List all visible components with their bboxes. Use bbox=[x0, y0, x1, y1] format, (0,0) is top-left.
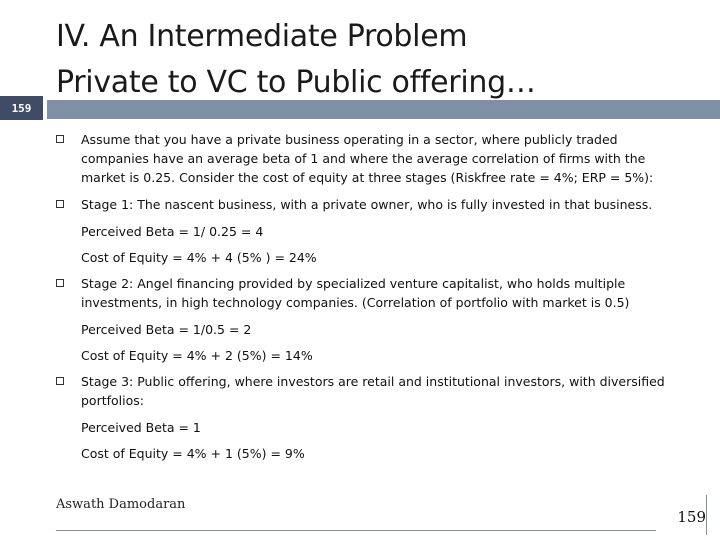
title-line-1: IV. An Intermediate Problem bbox=[56, 19, 468, 54]
stage-2-beta: Perceived Beta = 1/0.5 = 2 bbox=[81, 322, 252, 337]
title-line-2: Private to VC to Public offering… bbox=[56, 65, 536, 100]
stage-3-cost: Cost of Equity = 4% + 1 (5%) = 9% bbox=[81, 446, 305, 461]
footer-divider-line bbox=[56, 530, 656, 531]
bar-gap bbox=[43, 100, 47, 119]
square-bullet-icon bbox=[56, 377, 64, 385]
stage-2-text: Stage 2: Angel financing provided by specialized venture capitalist, who holds multiple investments, in high technology companies. (Correlation of portfolio with market is 0.5) bbox=[81, 276, 630, 310]
square-bullet-icon bbox=[56, 200, 64, 208]
square-bullet-icon bbox=[56, 135, 64, 143]
footer-corner-line bbox=[706, 495, 707, 535]
bullet-item-stage-1 bbox=[56, 195, 676, 214]
footer-author: Aswath Damodaran bbox=[56, 497, 186, 512]
bullet-item-stage-2 bbox=[56, 274, 676, 312]
stage-2-cost: Cost of Equity = 4% + 2 (5%) = 14% bbox=[81, 348, 313, 363]
slide-title bbox=[56, 14, 696, 106]
bullet-item-intro bbox=[56, 130, 676, 187]
square-bullet-icon bbox=[56, 279, 64, 287]
stage-1-text: Stage 1: The nascent business, with a private owner, who is fully invested in that business. bbox=[81, 197, 653, 212]
footer-page-number: 159 bbox=[677, 508, 706, 526]
bullet-item-stage-3 bbox=[56, 372, 676, 410]
slide-content bbox=[56, 130, 676, 470]
intro-text: Assume that you have a private business operating in a sector, where publicly traded companies have an average beta of 1 and where the average correlation of firms with the market is 0.25. Consider the cost of equity at three stages (Riskfree rate = 4%; ERP = 5%): bbox=[81, 132, 654, 185]
title-divider-bar bbox=[0, 100, 720, 119]
stage-1-beta: Perceived Beta = 1/ 0.25 = 4 bbox=[81, 224, 264, 239]
stage-1-cost: Cost of Equity = 4% + 4 (5% ) = 24% bbox=[81, 250, 317, 265]
stage-3-text: Stage 3: Public offering, where investors are retail and institutional investors, with diversified portfolios: bbox=[81, 374, 665, 408]
stage-3-beta: Perceived Beta = 1 bbox=[81, 420, 201, 435]
slide-number-badge: 159 bbox=[0, 96, 43, 120]
